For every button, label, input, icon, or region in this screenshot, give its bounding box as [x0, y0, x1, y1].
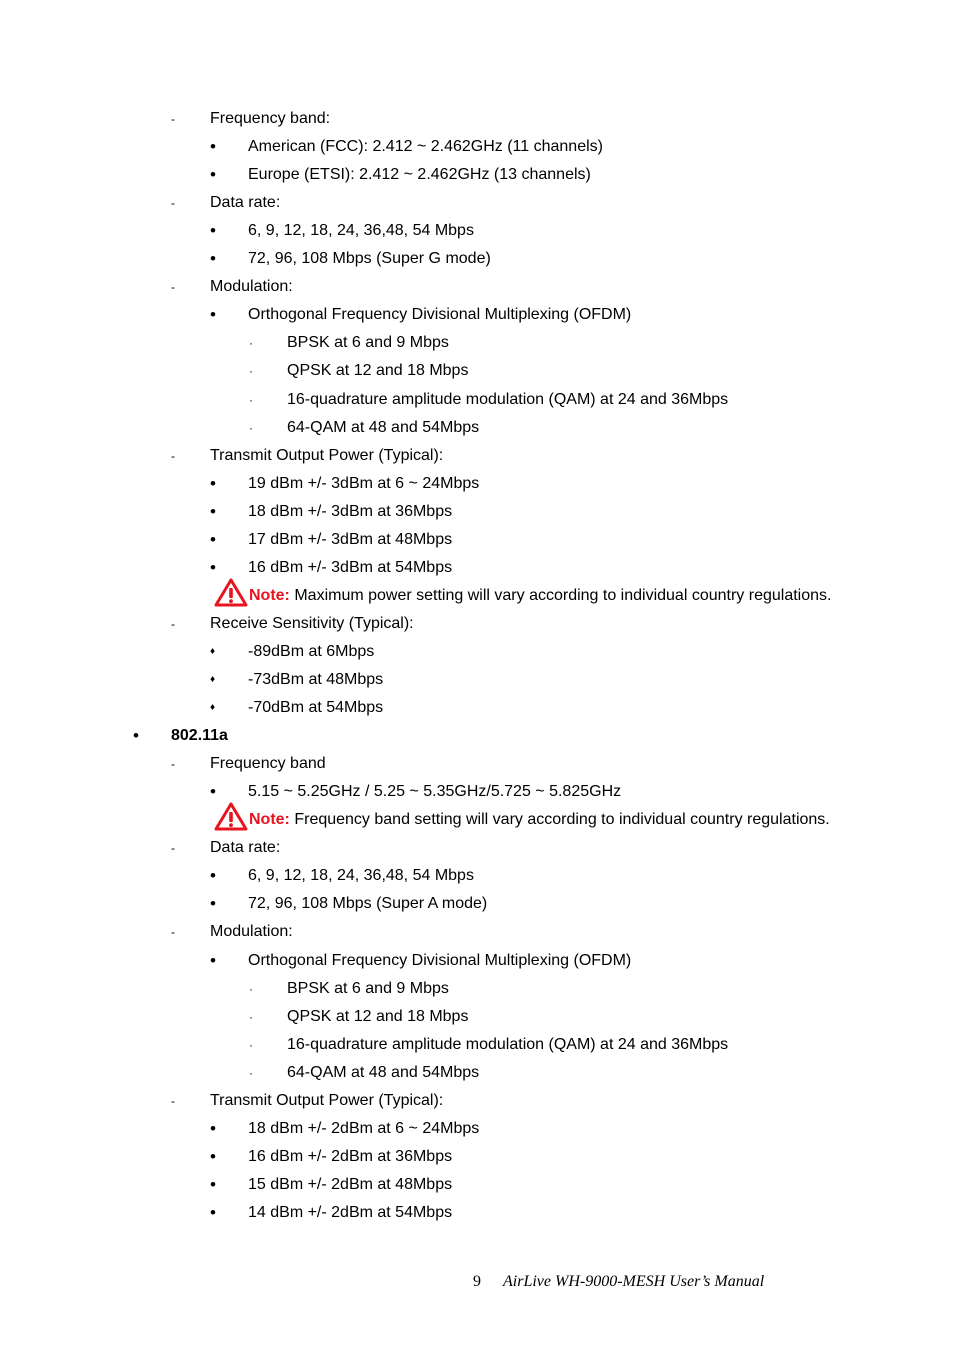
list-item: Transmit Output Power (Typical):	[210, 1092, 444, 1109]
bullet-marker: •	[210, 502, 216, 521]
list-item: Frequency band	[210, 755, 326, 772]
list-item: 16 dBm +/- 2dBm at 36Mbps	[248, 1148, 453, 1165]
bullet-marker: •	[210, 1119, 216, 1138]
list-item: BPSK at 6 and 9 Mbps	[287, 334, 449, 351]
top-marker: •	[133, 726, 139, 745]
list-item: 15 dBm +/- 2dBm at 48Mbps	[248, 1176, 453, 1193]
list-item: 18 dBm +/- 2dBm at 6 ~ 24Mbps	[248, 1120, 480, 1137]
note-label: Note:	[249, 587, 290, 604]
dot-marker: ·	[249, 364, 253, 378]
bullet-marker: •	[210, 249, 216, 268]
list-item: 14 dBm +/- 2dBm at 54Mbps	[248, 1204, 453, 1221]
dash-marker: -	[171, 280, 175, 294]
list-item: 64-QAM at 48 and 54Mbps	[287, 419, 480, 436]
bullet-marker: •	[210, 894, 216, 913]
note-line	[249, 810, 830, 830]
diamond-marker: ♦	[210, 702, 216, 713]
list-item: American (FCC): 2.412 ~ 2.462GHz (11 channels)	[248, 138, 603, 155]
bullet-marker: •	[210, 530, 216, 549]
list-item: 18 dBm +/- 3dBm at 36Mbps	[248, 503, 453, 520]
warning-icon	[214, 578, 248, 608]
list-item: 64-QAM at 48 and 54Mbps	[287, 1064, 480, 1081]
note-line	[249, 586, 831, 606]
bullet-marker: •	[210, 1147, 216, 1166]
list-item: Modulation:	[210, 278, 293, 295]
list-item: 17 dBm +/- 3dBm at 48Mbps	[248, 531, 453, 548]
note-text: Frequency band setting will vary according to individual country regulations.	[289, 811, 830, 828]
bullet-marker: •	[210, 558, 216, 577]
list-item: Europe (ETSI): 2.412 ~ 2.462GHz (13 channels)	[248, 166, 591, 183]
list-item: 16-quadrature amplitude modulation (QAM) at 24 and 36Mbps	[287, 391, 729, 408]
manual-title: AirLive WH-9000-MESH User’s Manual	[503, 1273, 765, 1290]
dot-marker: ·	[249, 982, 253, 996]
list-item: 72, 96, 108 Mbps (Super G mode)	[248, 250, 491, 267]
list-item: Receive Sensitivity (Typical):	[210, 615, 414, 632]
dash-marker: -	[171, 617, 175, 631]
list-item: Orthogonal Frequency Divisional Multiplexing (OFDM)	[248, 952, 632, 969]
warning-icon	[214, 802, 248, 832]
bullet-marker: •	[210, 866, 216, 885]
dot-marker: ·	[249, 1010, 253, 1024]
list-item: 19 dBm +/- 3dBm at 6 ~ 24Mbps	[248, 475, 480, 492]
dot-marker: ·	[249, 421, 253, 435]
dash-marker: -	[171, 841, 175, 855]
bullet-marker: •	[210, 1203, 216, 1222]
note-label: Note:	[249, 811, 290, 828]
bullet-marker: •	[210, 137, 216, 156]
bullet-marker: •	[210, 1175, 216, 1194]
list-item: 6, 9, 12, 18, 24, 36,48, 54 Mbps	[248, 867, 474, 884]
note-text: Maximum power setting will vary according to individual country regulations.	[289, 587, 832, 604]
dash-marker: -	[171, 196, 175, 210]
page-footer	[473, 1273, 764, 1291]
dash-marker: -	[171, 1094, 175, 1108]
list-item: 16-quadrature amplitude modulation (QAM) at 24 and 36Mbps	[287, 1036, 729, 1053]
dash-marker: -	[171, 449, 175, 463]
list-item: 16 dBm +/- 3dBm at 54Mbps	[248, 559, 453, 576]
bullet-marker: •	[210, 474, 216, 493]
list-item: QPSK at 12 and 18 Mbps	[287, 362, 469, 379]
list-item: -70dBm at 54Mbps	[248, 699, 384, 716]
list-item: -73dBm at 48Mbps	[248, 671, 384, 688]
list-item: Orthogonal Frequency Divisional Multiplexing (OFDM)	[248, 306, 632, 323]
list-item: Transmit Output Power (Typical):	[210, 447, 444, 464]
dot-marker: ·	[249, 1066, 253, 1080]
bullet-marker: •	[210, 951, 216, 970]
bullet-marker: •	[210, 782, 216, 801]
dot-marker: ·	[249, 336, 253, 350]
dash-marker: -	[171, 925, 175, 939]
page-number: 9	[473, 1273, 481, 1290]
diamond-marker: ♦	[210, 646, 216, 657]
list-item: QPSK at 12 and 18 Mbps	[287, 1008, 469, 1025]
list-item: Modulation:	[210, 923, 293, 940]
bullet-marker: •	[210, 221, 216, 240]
section-heading: 802.11a	[171, 727, 228, 744]
dot-marker: ·	[249, 1038, 253, 1052]
bullet-marker: •	[210, 165, 216, 184]
list-item: BPSK at 6 and 9 Mbps	[287, 980, 449, 997]
list-item: Data rate:	[210, 839, 281, 856]
list-item: Frequency band:	[210, 110, 331, 127]
diamond-marker: ♦	[210, 674, 216, 685]
dot-marker: ·	[249, 393, 253, 407]
dash-marker: -	[171, 757, 175, 771]
list-item: -89dBm at 6Mbps	[248, 643, 375, 660]
list-item: 5.15 ~ 5.25GHz / 5.25 ~ 5.35GHz/5.725 ~ 5.825GHz	[248, 783, 622, 800]
dash-marker: -	[171, 112, 175, 126]
list-item: Data rate:	[210, 194, 281, 211]
list-item: 6, 9, 12, 18, 24, 36,48, 54 Mbps	[248, 222, 474, 239]
bullet-marker: •	[210, 305, 216, 324]
list-item: 72, 96, 108 Mbps (Super A mode)	[248, 895, 488, 912]
